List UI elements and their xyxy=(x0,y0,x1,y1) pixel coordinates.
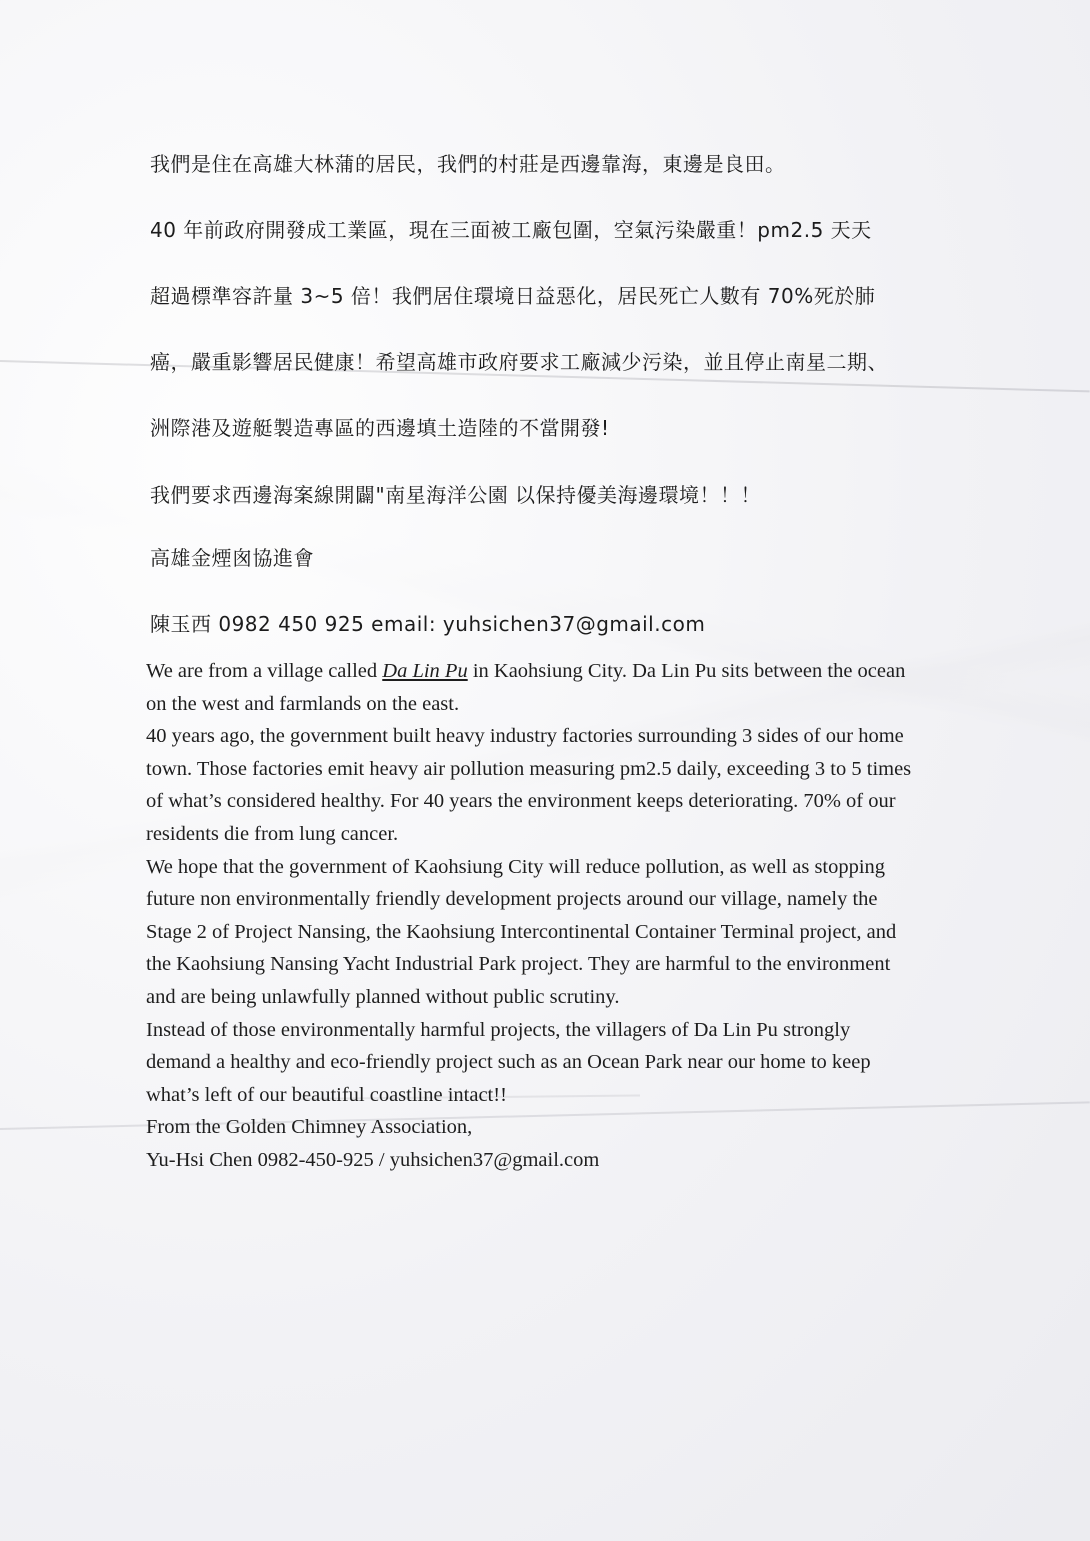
chinese-contact: 陳玉西 0982 450 925 email: yuhsichen37@gmail.com xyxy=(150,612,706,636)
english-signoff: From the Golden Chimney Association, xyxy=(146,1116,473,1139)
chinese-org-name: 高雄金煙囪協進會 xyxy=(150,546,314,570)
english-paragraph-1 xyxy=(146,655,916,720)
english-paragraph-3: We hope that the government of Kaohsiung City will reduce pollution, as well as stopping future non environmentally friendly development projects around our village, namely the Stage 2 of Project Nansing, the Kaohsiung Intercontinental Container Terminal project, and the Kaohsiung Nansing Yacht Industrial Park project. They are harmful to the environment and are being unlawfully planned without public scrutiny. xyxy=(146,855,897,1008)
english-paragraph-4: Instead of those environmentally harmful projects, the villagers of Da Lin Pu strongly demand a healthy and eco-friendly project such as an Ocean Park near our home to keep what’s left of our beautiful coastline intact!! xyxy=(146,1018,871,1106)
chinese-line-3: 超過標準容許量 3~5 倍！我們居住環境日益惡化，居民死亡人數有 70%死於肺 xyxy=(150,284,876,308)
chinese-line-2: 40 年前政府開發成工業區，現在三面被工廠包圍，空氣污染嚴重！pm2.5 天天 xyxy=(150,218,872,242)
english-body xyxy=(146,655,916,1177)
chinese-line-6: 我們要求西邊海案線開闢"南星海洋公園 以保持優美海邊環境！！！ xyxy=(150,483,762,507)
chinese-line-5: 洲際港及遊艇製造專區的西邊填土造陸的不當開發! xyxy=(150,416,610,440)
chinese-line-4: 癌，嚴重影響居民健康！希望高雄市政府要求工廠減少污染，並且停止南星二期、 xyxy=(150,350,888,374)
english-signature: Yu-Hsi Chen 0982-450-925 / yuhsichen37@gmail.com xyxy=(146,1148,600,1171)
english-paragraph-2: 40 years ago, the government built heavy industry factories surrounding 3 sides of our home town. Those factories emit heavy air pollution measuring pm2.5 daily, exceeding 3 to 5 times of what’s considered healthy. For 40 years the environment keeps deteriorating. 70% of our residents die from lung cancer. xyxy=(146,725,912,845)
village-name: Da Lin Pu xyxy=(382,660,468,682)
english-p1-tail: in Kaohsiung City. Da Lin Pu sits between the ocean on the west and farmlands on the east. xyxy=(146,660,906,715)
chinese-line-1: 我們是住在高雄大林蒲的居民，我們的村莊是西邊靠海，東邊是良田。 xyxy=(150,152,786,176)
english-p1-lead: We are from a village called xyxy=(146,660,383,682)
